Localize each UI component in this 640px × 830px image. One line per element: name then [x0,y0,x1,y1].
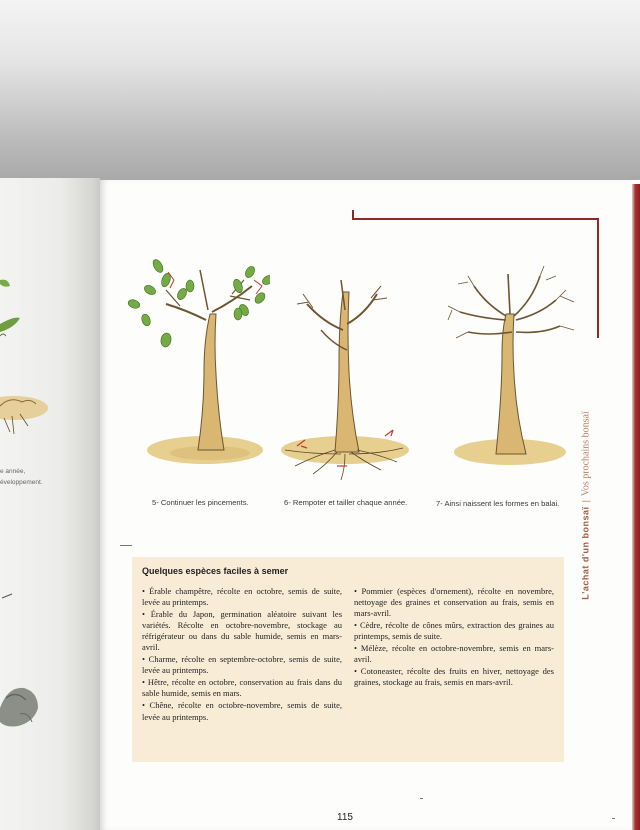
scan-mark [420,798,423,799]
species-item: • Cèdre, récolte de cônes mûrs, extraction des graines au printemps, semis de suite. [354,620,554,642]
species-item: • Pommier (espèces d'ornement), récolte en novembre, nettoyage des graines et conservation au frais, semis en mars-avril. [354,586,554,619]
figure-caption: 7- Ainsi naissent les formes en balai. [436,499,560,508]
species-item: • Chêne, récolte en octobre-novembre, semis de suite, levée au printemps. [142,700,342,722]
left-page-edge [0,178,100,830]
left-page-illustration-fragments [0,178,100,830]
species-item: • Cotoneaster, récolte des fruits en hiver, nettoyage des graines, stockage au frais, semis en mars-avril. [354,666,554,688]
figure-caption: 6- Rempoter et tailler chaque année. [284,498,408,507]
box-column-left [142,586,342,724]
left-page-text-line: éveloppement. [0,479,43,486]
header-rule [352,218,598,220]
header-rule-tick [352,210,354,219]
figure-caption: 5- Continuer les pincements. [152,498,249,507]
scanner-background [0,0,640,180]
tree-illustration-repotting [275,270,415,490]
species-item: • Érable du Japon, germination aléatoire suivant les variétés. Récolte en octobre-novembre, stockage au réfrigérateur ou dans du sable humide, semis en mars-avril. [142,609,342,653]
left-page-text-line: e année, [0,468,26,475]
running-head-section: L'achat d'un bonsaï [580,505,591,600]
species-sidebar-box [132,557,564,762]
species-item: • Érable champêtre, récolte en octobre, semis de suite, levée au printemps. [142,586,342,608]
species-item: • Mélèze, récolte en octobre-novembre, semis en mars-avril. [354,643,554,665]
species-item: • Hêtre, récolte en octobre, conservation au frais dans du sable humide, semis en mars. [142,677,342,699]
species-item: • Charme, récolte en septembre-octobre, semis de suite, levée au printemps. [142,654,342,676]
box-title: Quelques espèces faciles à semer [142,566,289,576]
scan-mark [120,545,132,546]
tree-illustration-broom-form [440,262,580,488]
page-number: 115 [337,812,353,823]
scan-mark [612,818,615,819]
running-head-chapter: Vos prochains bonsaï [580,410,592,496]
tree-illustration-pinching [120,250,270,490]
running-head-separator: | [580,499,591,502]
box-column-right [354,586,554,724]
page-edge-red [632,184,640,830]
side-rule [597,218,599,338]
